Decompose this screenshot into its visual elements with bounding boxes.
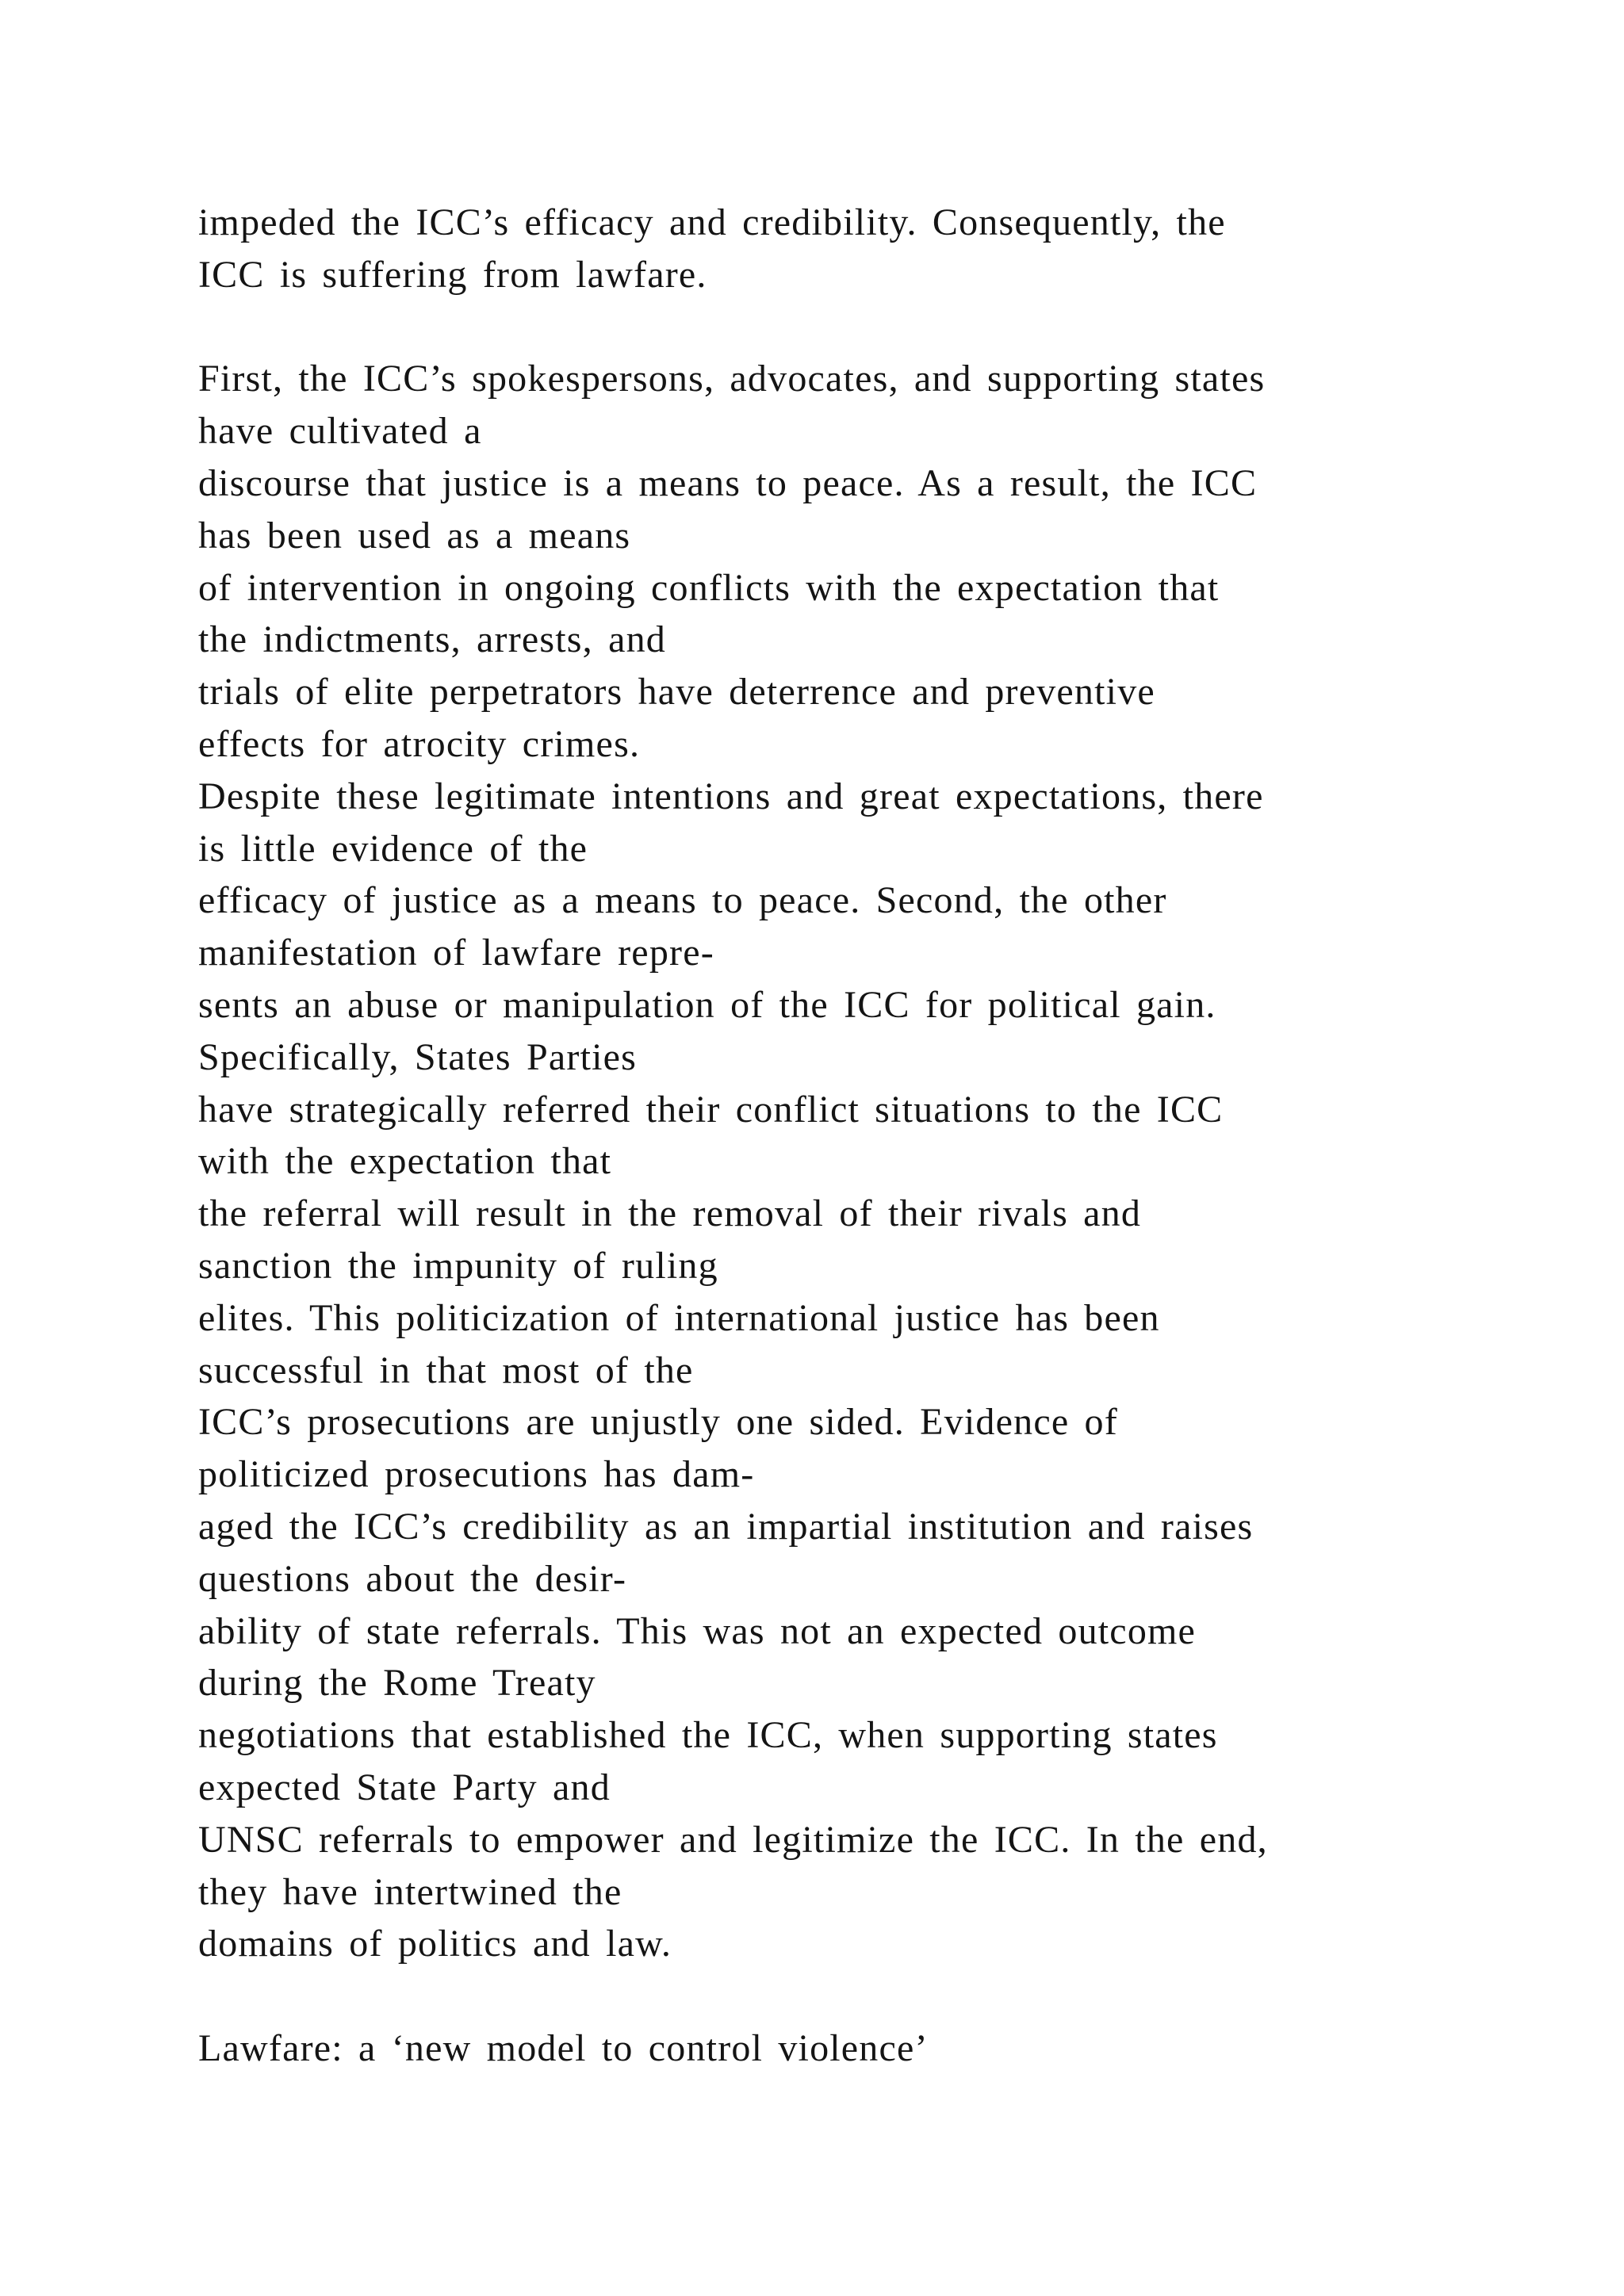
text-line: during the Rome Treaty: [198, 1662, 596, 1705]
text-line: the indictments, arrests, and: [198, 618, 666, 661]
text-line: have cultivated a: [198, 410, 482, 453]
text-line: domains of politics and law.: [198, 1923, 672, 1965]
text-line: they have intertwined the: [198, 1870, 622, 1913]
text-line: Despite these legitimate intentions and great expectations, there: [198, 775, 1264, 817]
text-line: ICC is suffering from lawfare.: [198, 253, 707, 296]
text-line: effects for atrocity crimes.: [198, 722, 641, 765]
text-line: ability of state referrals. This was not an expected outcome: [198, 1609, 1197, 1652]
text-line: is little evidence of the: [198, 827, 588, 870]
text-line: Specifically, States Parties: [198, 1035, 638, 1078]
text-line: with the expectation that: [198, 1140, 612, 1183]
text-line: of intervention in ongoing conflicts with the expectation that: [198, 566, 1220, 609]
text-line: successful in that most of the: [198, 1349, 694, 1391]
text-line: efficacy of justice as a means to peace. Second, the other: [198, 879, 1167, 922]
text-line: negotiations that established the ICC, when supporting states: [198, 1714, 1218, 1757]
text-line: ICC’s prosecutions are unjustly one sided. Evidence of: [198, 1401, 1118, 1444]
text-line: impeded the ICC’s efficacy and credibility. Consequently, the: [198, 201, 1226, 243]
section-heading: Lawfare: a ‘new model to control violence’: [198, 2026, 929, 2069]
paragraph-break: [198, 301, 1507, 354]
body-text: [198, 197, 1507, 2075]
text-line: questions about the desir-: [198, 1557, 627, 1600]
paragraph-break: [198, 1970, 1507, 2022]
text-line: UNSC referrals to empower and legitimize the ICC. In the end,: [198, 1818, 1268, 1861]
text-line: trials of elite perpetrators have deterrence and preventive: [198, 671, 1155, 714]
text-line: First, the ICC’s spokespersons, advocates, and supporting states: [198, 358, 1266, 400]
text-line: discourse that justice is a means to peace. As a result, the ICC: [198, 461, 1258, 504]
text-line: elites. This politicization of international justice has been: [198, 1296, 1160, 1339]
text-line: aged the ICC’s credibility as an impartial institution and raises: [198, 1505, 1254, 1548]
text-line: politicized prosecutions has dam-: [198, 1453, 755, 1496]
text-line: sents an abuse or manipulation of the ICC for political gain.: [198, 983, 1216, 1026]
text-line: have strategically referred their conflict situations to the ICC: [198, 1088, 1224, 1131]
text-line: has been used as a means: [198, 514, 631, 557]
text-line: expected State Party and: [198, 1766, 611, 1808]
text-line: the referral will result in the removal of their rivals and: [198, 1192, 1142, 1235]
text-line: manifestation of lawfare repre-: [198, 932, 714, 974]
text-line: sanction the impunity of ruling: [198, 1244, 718, 1287]
